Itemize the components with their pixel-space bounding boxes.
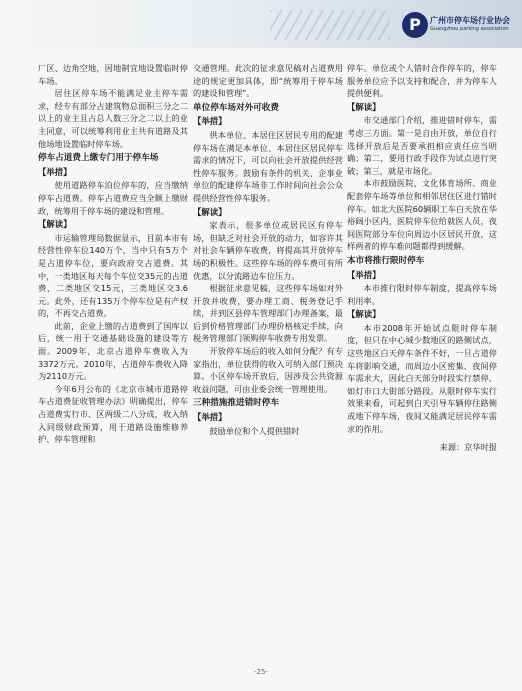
paragraph: 本市推行限时停车制度，提高停车场利用率。: [347, 283, 497, 306]
org-name-cn: 广州市停车场行业协会: [430, 16, 510, 25]
org-name-en: Guangzhou parking association: [430, 26, 509, 32]
column-1: [38, 62, 188, 446]
interpretation-tag: 【解读】: [193, 206, 227, 217]
column-3: [347, 62, 497, 454]
page-number: -25-: [254, 668, 268, 676]
interpretation-tag: 【解读】: [38, 219, 72, 230]
paragraph: 市交通部门介绍，推进错时停车，需考虑三方面。第一是自由开放，单位自行选择开放后是否要承担相应责任应当明确；第二，要用行政手段作为试点进行突破；第三，就是市场化。: [347, 115, 497, 176]
paragraph: 供本单位、本居住区居民专用的配建停车场在满足本单位、本居住区居民停车需求的情况下，可以向社会开放提供经营性停车服务。鼓励有条件的机关、企事业单位的配建停车场非工作时间向社会公众提供经营性停车服务。: [193, 129, 343, 203]
paragraph: 停车。单位或个人错时合作停车的，停车服务单位应予以支持和配合，并为停车人提供便利。: [347, 63, 497, 99]
paragraph: 今年6月公布的《北京市城市道路停车占道费征收管理办法》明确提出，停车占道费实行市、区两级二八分成，收入纳入同级财政预算，用于道路设施维修养护、停车管理和: [38, 383, 188, 445]
section-heading: 三种措施推进错时停车: [193, 398, 279, 409]
association-logo-icon: P: [402, 12, 428, 38]
paragraph: 市运输管理局数据显示，目前本市有经营性停车位140万个，当中只有5万个是占道停车位，要向政府交占道费。其中，一类地区每天每个车位交35元的占道费，二类地区交15元，三类地区交3.6元。此外，还有135万个停车位是有产权的，不再交占道费。: [38, 232, 188, 319]
paragraph: 使用道路停车泊位停车的，应当缴纳停车占道费。停车占道费应当全额上缴财政，统筹用于停车场的建设和管理。: [38, 180, 188, 216]
interpretation-tag: 【解读】: [347, 309, 381, 320]
header-org-name: [430, 16, 518, 33]
header-decoration: [270, 10, 390, 40]
paragraph: 本市2008年开始试点限时停车制度，但只在中心城少数地区的路侧试点，这些地区白天停车条件不好，一旦占道停车将影响交通，而周边小区密集、夜间停车需求大，因此白天部分时段实行禁停，如灯市口大街部分路段。从限时停车实行效果来看，可起到白天引导车辆停往路侧或地下停车场，夜间又能满足居民停车需求的作用。: [347, 322, 497, 434]
measure-tag: 【举措】: [193, 412, 227, 423]
section-heading: 单位停车场对外可收费: [193, 102, 279, 113]
paragraph: 根据征求意见稿，这些停车场如对外开放并收费，要办理工商、税务登记手续，并到区县停车管理部门办理备案，最后到价格管理部门办理价格核定手续，向税务管理部门领购停车收费专用发票。: [193, 283, 343, 344]
measure-tag: 【举措】: [193, 116, 227, 127]
paragraph: 鼓励单位和个人提供错时: [209, 425, 300, 436]
paragraph: 本市鼓励医院、文化体育场所、商业配套停车场等单位和相邻居住区进行错时停车。如北大医院60辆职工车白天放在华裕阔小区内，医院停车位给就医人员，夜间医院部分车位向周边小区居民开放，这样两者的停车难问题都得到缓解。: [347, 178, 497, 252]
column-2: [193, 62, 343, 437]
paragraph: 厂区、边角空地，因地制宜地设置临时停车场。: [38, 63, 188, 86]
paragraph: 此前，企业上缴的占道费到了国库以后，统一用于交通基础设施的建设等方面。2009年，北京占道停车费收入为3372万元。2010年，占道停车费收入降为2110万元。: [38, 320, 188, 382]
section-heading: 本市将推行限时停车: [347, 255, 425, 266]
interpretation-tag: 【解读】: [347, 101, 381, 112]
paragraph: 家表示，很多单位或居民区有停车场，但缺乏对社会开放的动力，如容许其对社会车辆停车收费，将提高其开放停车场的积极性。这些停车场的停车费可有所优惠，以分流路边车位压力。: [193, 220, 343, 281]
paragraph: 交通管理。此次的征求意见稿对占道费用途的规定更加具体，即“统筹用于停车场的建设和管理”。: [193, 63, 343, 99]
measure-tag: 【举措】: [38, 166, 72, 177]
section-heading: 停车占道费上缴专门用于停车场: [38, 153, 159, 164]
paragraph: 居住区停车场不能满足业主停车需求，经专有部分占建筑物总面积三分之二以上的业主且占总人数三分之二以上的业主同意，可以统筹利用业主共有道路及其他场地设置临时停车场。: [38, 88, 188, 149]
source-credit: 来源：京华时报: [439, 442, 497, 453]
measure-tag: 【举措】: [347, 269, 381, 280]
paragraph: 开放停车场后的收入如何分配？有专家指出，单位获得的收入可纳入部门预决算。小区停车场开放后，因涉及公共资源收益问题，可由业委会统一管理使用。: [193, 346, 343, 394]
